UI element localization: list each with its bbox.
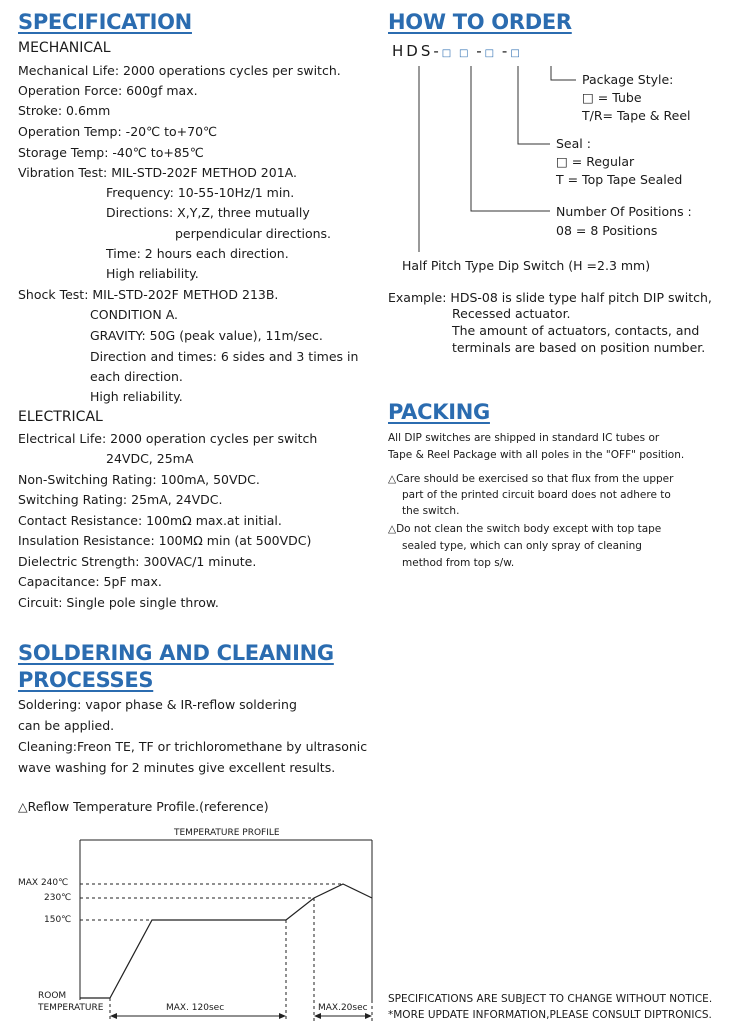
spec-line: perpendicular directions. <box>175 226 332 241</box>
soldering-line: Soldering: vapor phase & IR-reflow soldering <box>18 697 297 712</box>
example-line: terminals are based on position number. <box>452 340 706 355</box>
box-icon: □ <box>441 48 452 59</box>
switch-type-label: Half Pitch Type Dip Switch (H =2.3 mm) <box>402 258 651 273</box>
spec-line: Operation Force: 600gf max. <box>18 83 198 98</box>
specification-title: SPECIFICATION <box>18 10 192 34</box>
how-to-order-title: HOW TO ORDER <box>388 10 572 34</box>
spec-line: Capacitance: 5pF max. <box>18 574 162 589</box>
spec-line: High reliability. <box>90 389 183 404</box>
profile-label-temperature: TEMPERATURE <box>38 1003 104 1013</box>
soldering-line: can be applied. <box>18 718 115 733</box>
spec-line: Electrical Life: 2000 operation cycles per switch <box>18 431 318 446</box>
seal-top-tape: T = Top Tape Sealed <box>556 172 683 187</box>
spec-line: Operation Temp: -20℃ to+70℃ <box>18 124 218 139</box>
order-code-prefix: HDS- <box>392 42 442 60</box>
package-style-label: Package Style: <box>582 72 674 87</box>
spec-line: Vibration Test: MIL-STD-202F METHOD 201A. <box>18 165 297 180</box>
spec-line: Insulation Resistance: 100MΩ min (at 500VDC) <box>18 533 312 548</box>
profile-label-max120: MAX. 120sec <box>166 1003 225 1013</box>
packing-note: △Care should be exercised so that flux from the upper <box>388 473 674 485</box>
spec-line: Switching Rating: 25mA, 24VDC. <box>18 492 223 507</box>
example-line: Example: HDS-08 is slide type half pitch DIP switch, <box>388 290 712 305</box>
packing-line: Tape & Reel Package with all poles in the "OFF" position. <box>388 449 685 461</box>
profile-label-230: 230℃ <box>44 893 72 903</box>
spec-line: Mechanical Life: 2000 operations cycles per switch. <box>18 63 341 78</box>
electrical-heading: ELECTRICAL <box>18 409 103 425</box>
profile-label-max20: MAX.20sec <box>318 1003 368 1013</box>
spec-line: each direction. <box>90 369 183 384</box>
package-tube: □ = Tube <box>582 90 642 105</box>
soldering-title-line2: PROCESSES <box>18 668 154 692</box>
box-icon: □ <box>459 48 469 59</box>
spec-line: CONDITION A. <box>90 307 179 322</box>
spec-line: Dielectric Strength: 300VAC/1 minute. <box>18 554 257 569</box>
spec-line: Non-Switching Rating: 100mA, 50VDC. <box>18 472 260 487</box>
packing-note: △Do not clean the switch body except with top tape <box>388 523 662 535</box>
footer-line2: *MORE UPDATE INFORMATION,PLEASE CONSULT DIPTRONICS. <box>388 1009 712 1021</box>
packing-title: PACKING <box>388 400 490 424</box>
box-icon: □ <box>510 48 520 59</box>
example-line: Recessed actuator. <box>452 306 571 321</box>
box-icon: □ <box>484 48 495 59</box>
spec-line: Direction and times: 6 sides and 3 times in <box>90 349 359 364</box>
packing-note: method from top s/w. <box>402 557 515 569</box>
footer-line1: SPECIFICATIONS ARE SUBJECT TO CHANGE WITHOUT NOTICE. <box>388 993 713 1005</box>
order-code-sep: - <box>476 42 485 60</box>
soldering-title-line1: SOLDERING AND CLEANING <box>18 641 334 665</box>
profile-label-150: 150℃ <box>44 915 72 925</box>
positions-label: Number Of Positions : <box>556 204 692 219</box>
spec-line: Time: 2 hours each direction. <box>106 246 289 261</box>
soldering-line: Cleaning:Freon TE, TF or trichloromethane by ultrasonic <box>18 739 368 754</box>
package-tape-reel: T/R= Tape & Reel <box>582 108 691 123</box>
seal-label: Seal : <box>556 136 591 151</box>
spec-line: Contact Resistance: 100mΩ max.at initial. <box>18 513 282 528</box>
spec-line: Directions: X,Y,Z, three mutually <box>106 205 310 220</box>
reflow-caption: △Reflow Temperature Profile.(reference) <box>18 799 269 814</box>
mechanical-heading: MECHANICAL <box>18 40 111 56</box>
packing-note: part of the printed circuit board does not adhere to <box>402 489 671 501</box>
spec-line: 24VDC, 25mA <box>106 451 194 466</box>
packing-line: All DIP switches are shipped in standard IC tubes or <box>388 432 660 444</box>
packing-note: sealed type, which can only spray of cleaning <box>402 540 642 552</box>
positions-value: 08 = 8 Positions <box>556 223 658 238</box>
spec-line: High reliability. <box>106 266 199 281</box>
packing-note: the switch. <box>402 505 460 517</box>
profile-label-room: ROOM <box>38 991 67 1001</box>
spec-line: GRAVITY: 50G (peak value), 11m/sec. <box>90 328 323 343</box>
spec-line: Shock Test: MIL-STD-202F METHOD 213B. <box>18 287 279 302</box>
example-line: The amount of actuators, contacts, and <box>452 323 700 338</box>
profile-title: TEMPERATURE PROFILE <box>174 828 280 838</box>
seal-regular: □ = Regular <box>556 154 635 169</box>
spec-line: Storage Temp: -40℃ to+85℃ <box>18 145 204 160</box>
spec-line: Frequency: 10-55-10Hz/1 min. <box>106 185 295 200</box>
spec-line: Stroke: 0.6mm <box>18 103 111 118</box>
spec-line: Circuit: Single pole single throw. <box>18 595 219 610</box>
order-code-sep: - <box>501 42 511 60</box>
profile-label-max240: MAX 240℃ <box>18 878 69 888</box>
soldering-line: wave washing for 2 minutes give excellent results. <box>18 760 336 775</box>
